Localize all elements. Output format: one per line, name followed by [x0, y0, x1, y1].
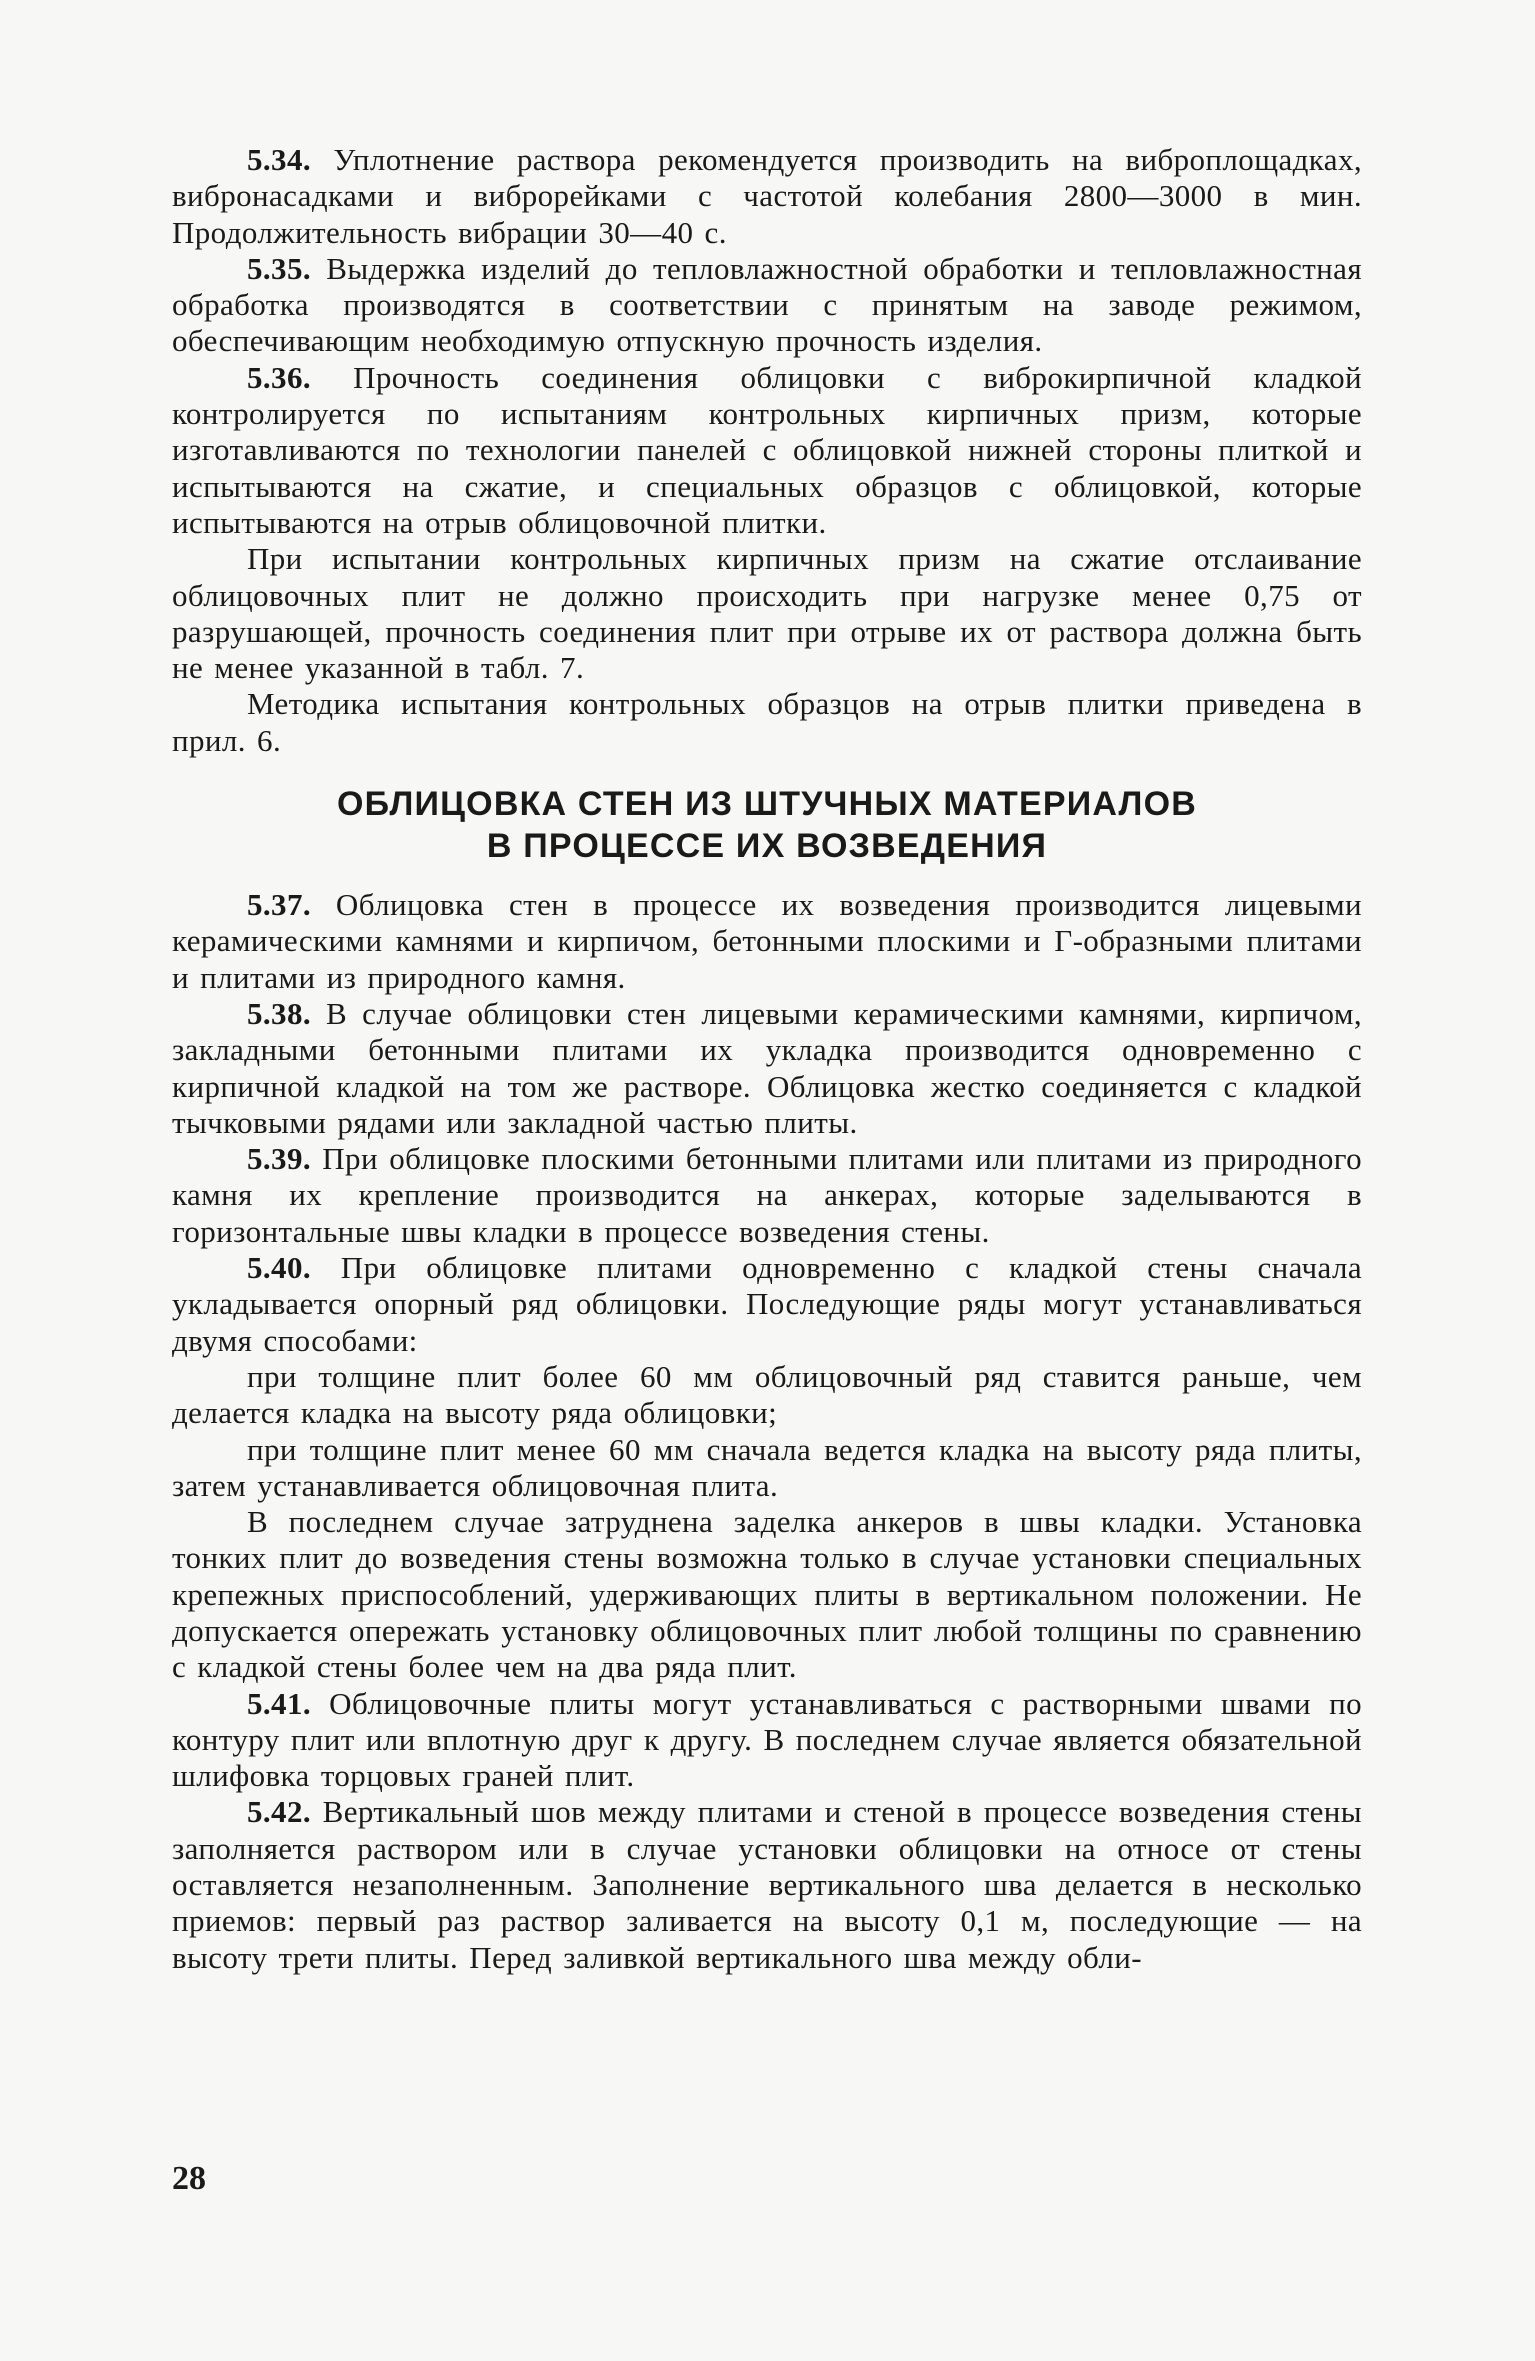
paragraph-text: Выдержка изделий до тепловлажностной обработки и тепловлажностная обработка производятся в соответствии с принятым на заводе режимом, обеспечивающим необходимую отпускную прочность изделия.	[172, 250, 1362, 359]
paragraph-5-41	[172, 1686, 1362, 1795]
paragraph-text: При облицовке плитами одновременно с кладкой стены сначала укладывается опорный ряд облицовки. Последующие ряды могут устанавливаться двумя способами:	[172, 1250, 1362, 1358]
page-number: 28	[172, 2160, 206, 2197]
paragraph-text: В случае облицовки стен лицевыми керамическими камнями, кирпичом, закладными бетонными плитами их укладка производится одновременно с кирпичной кладкой на том же растворе. Облицовка жестко соединяется с кладкой тычковыми рядами или закладной частью плиты.	[172, 995, 1362, 1140]
paragraph-text: Вертикальный шов между плитами и стеной в процессе возведения стены заполняется раствором или в случае установки облицовки на относе от стены оставляется незаполненным. Заполнение вертикального шва делается в несколько приемов: первый раз раствор заливается на высоту 0,1 м, последующие — на высоту трети плиты. Перед заливкой вертикального шва между обли-	[172, 1794, 1362, 1975]
paragraph-5-39	[172, 1141, 1362, 1250]
paragraph-text: При испытании контрольных кирпичных призм на сжатие отслаивание облицовочных плит не должно происходить при нагрузке менее 0,75 от разрушающей, прочность соединения плит при отрыве их от раствора должна быть не менее указанной в табл. 7.	[172, 541, 1362, 686]
clause-number: 5.42.	[247, 1794, 311, 1830]
paragraph-5-35	[172, 251, 1362, 360]
paragraph-text: Прочность соединения облицовки с виброкирпичной кладкой контролируется по испытаниям контрольных кирпичных призм, которые изготавливаются по технологии панелей с облицовкой нижней стороны плиткой и испытываются на сжатие, и специальных образцов с облицовкой, которые испытываются на отрыв облицовочной плитки.	[172, 359, 1362, 540]
clause-number: 5.37.	[247, 887, 311, 923]
paragraph-thin-plates	[172, 1432, 1362, 1505]
paragraph-5-37	[172, 887, 1362, 996]
paragraph-method	[172, 686, 1362, 759]
paragraph-5-40	[172, 1250, 1362, 1359]
paragraph-anchor-note	[172, 1504, 1362, 1685]
paragraph-5-38	[172, 996, 1362, 1141]
paragraph-text: при толщине плит менее 60 мм сначала ведется кладка на высоту ряда плиты, затем устанавливается облицовочная плита.	[172, 1431, 1362, 1503]
page-body	[172, 142, 1362, 2322]
clause-number: 5.41.	[247, 1685, 311, 1721]
clause-number: 5.40.	[247, 1250, 311, 1286]
paragraph-text: При облицовке плоскими бетонными плитами или плитами из природного камня их крепление производится на анкерах, которые заделываются в горизонтальные швы кладки в процессе возведения стены.	[172, 1141, 1362, 1249]
clause-number: 5.36.	[247, 359, 311, 395]
paragraph-5-42	[172, 1794, 1362, 1975]
paragraph-text: при толщине плит более 60 мм облицовочный ряд ставится раньше, чем делается кладка на высоту ряда облицовки;	[172, 1358, 1362, 1431]
paragraph-text: Методика испытания контрольных образцов на отрыв плитки приведена в прил. 6.	[172, 686, 1362, 758]
clause-number: 5.35.	[247, 250, 311, 286]
paragraph-text: В последнем случае затруднена заделка анкеров в швы кладки. Установка тонких плит до возведения стены возможна только в случае установки специальных крепежных приспособлений, удерживающих плиты в вертикальном положении. Не допускается опережать установку облицовочных плит любой толщины по сравнению с кладкой стены более чем на два ряда плит.	[172, 1504, 1362, 1685]
paragraph-text: Облицовочные плиты могут устанавливаться с растворными швами по контуру плит или вплотную друг к другу. В последнем случае является обязательной шлифовка торцовых граней плит.	[172, 1685, 1362, 1794]
paragraph-text: Облицовка стен в процессе их возведения производится лицевыми керамическими камнями и кирпичом, бетонными плоскими и Г-образными плитами и плитами из природного камня.	[172, 887, 1362, 995]
clause-number: 5.39.	[247, 1141, 311, 1177]
paragraph-thick-plates	[172, 1359, 1362, 1432]
clause-number: 5.34.	[247, 142, 311, 177]
paragraph-text: Уплотнение раствора рекомендуется производить на виброплощадках, вибронасадками и виброрейками с частотой колебания 2800—3000 в мин. Продолжительность вибрации 30—40 с.	[172, 142, 1362, 250]
paragraph-prism-test	[172, 541, 1362, 686]
paragraph-5-34	[172, 142, 1362, 251]
paragraphs-before	[172, 142, 1362, 759]
paragraphs-after	[172, 887, 1362, 1976]
paragraph-5-36	[172, 360, 1362, 541]
clause-number: 5.38.	[247, 995, 311, 1031]
section-heading: ОБЛИЦОВКА СТЕН ИЗ ШТУЧНЫХ МАТЕРИАЛОВ В ПРОЦЕССЕ ИХ ВОЗВЕДЕНИЯ	[337, 785, 1197, 866]
